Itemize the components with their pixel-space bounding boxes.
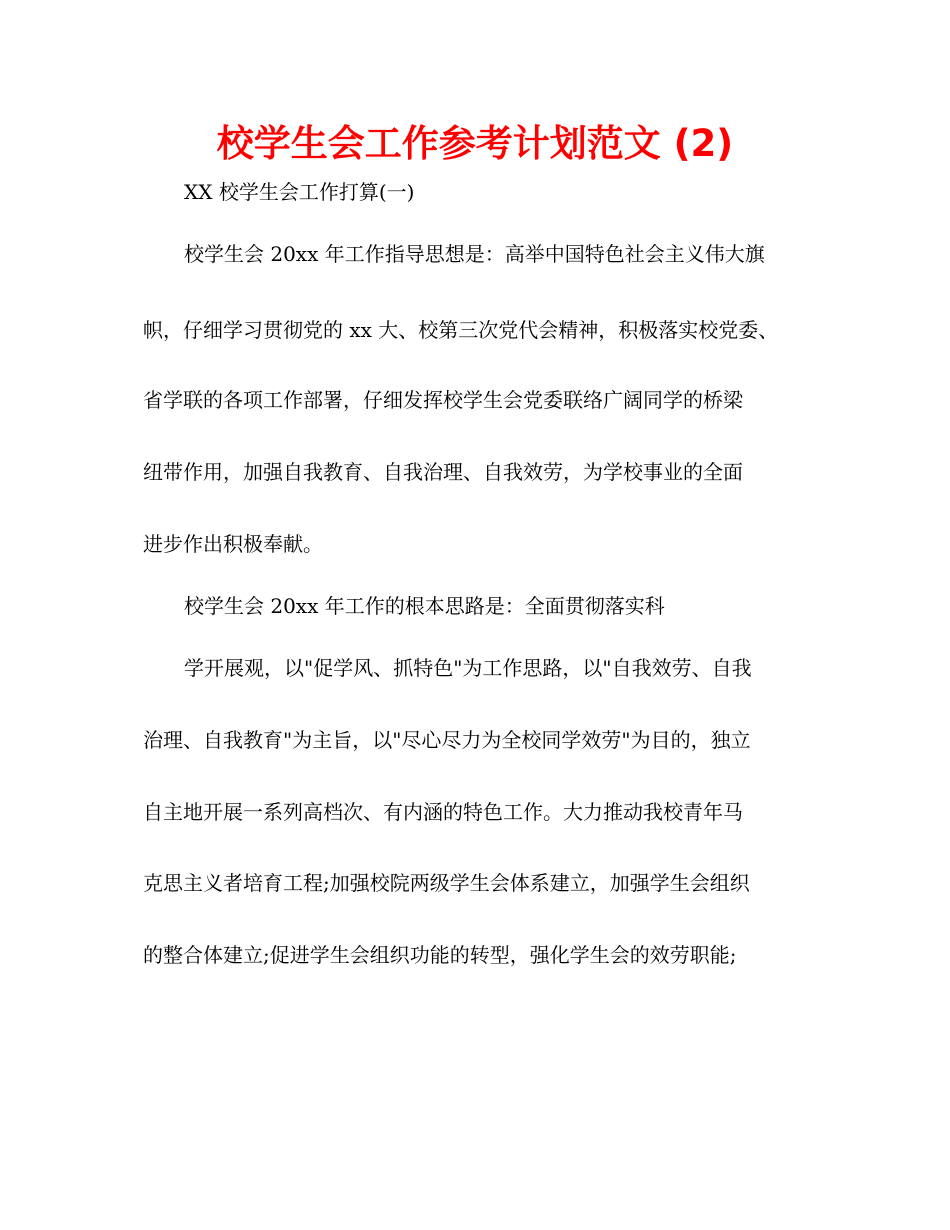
paragraph-line: 纽带作用，加强自我教育、自我治理、自我效劳，为学校事业的全面 bbox=[143, 460, 743, 484]
paragraph-line: 校学生会 20xx 年工作的根本思路是：全面贯彻落实科 bbox=[184, 594, 665, 618]
paragraph-line: 校学生会 20xx 年工作指导思想是：高举中国特色社会主义伟大旗 bbox=[184, 242, 765, 266]
document-title: 校学生会工作参考计划范文 (2) bbox=[216, 122, 734, 165]
paragraph-line: 学开展观，以"促学风、抓特色"为工作思路，以"自我效劳、自我 bbox=[184, 656, 752, 680]
paragraph-line: 克思主义者培育工程;加强校院两级学生会体系建立，加强学生会组织 bbox=[143, 871, 750, 895]
paragraph-line: 自主地开展一系列高档次、有内涵的特色工作。大力推动我校青年马 bbox=[143, 800, 743, 824]
paragraph-line: 的整合体建立;促进学生会组织功能的转型，强化学生会的效劳职能; bbox=[143, 943, 737, 967]
subheading-line: XX 校学生会工作打算(一) bbox=[184, 180, 415, 204]
paragraph-line: 治理、自我教育"为主旨，以"尽心尽力为全校同学效劳"为目的，独立 bbox=[143, 728, 751, 752]
paragraph-line: 帜，仔细学习贯彻党的 xx 大、校第三次党代会精神，积极落实校党委、 bbox=[143, 318, 779, 342]
paragraph-line: 省学联的各项工作部署，仔细发挥校学生会党委联络广阔同学的桥梁 bbox=[143, 388, 743, 412]
paragraph-line: 进步作出积极奉献。 bbox=[143, 532, 323, 556]
